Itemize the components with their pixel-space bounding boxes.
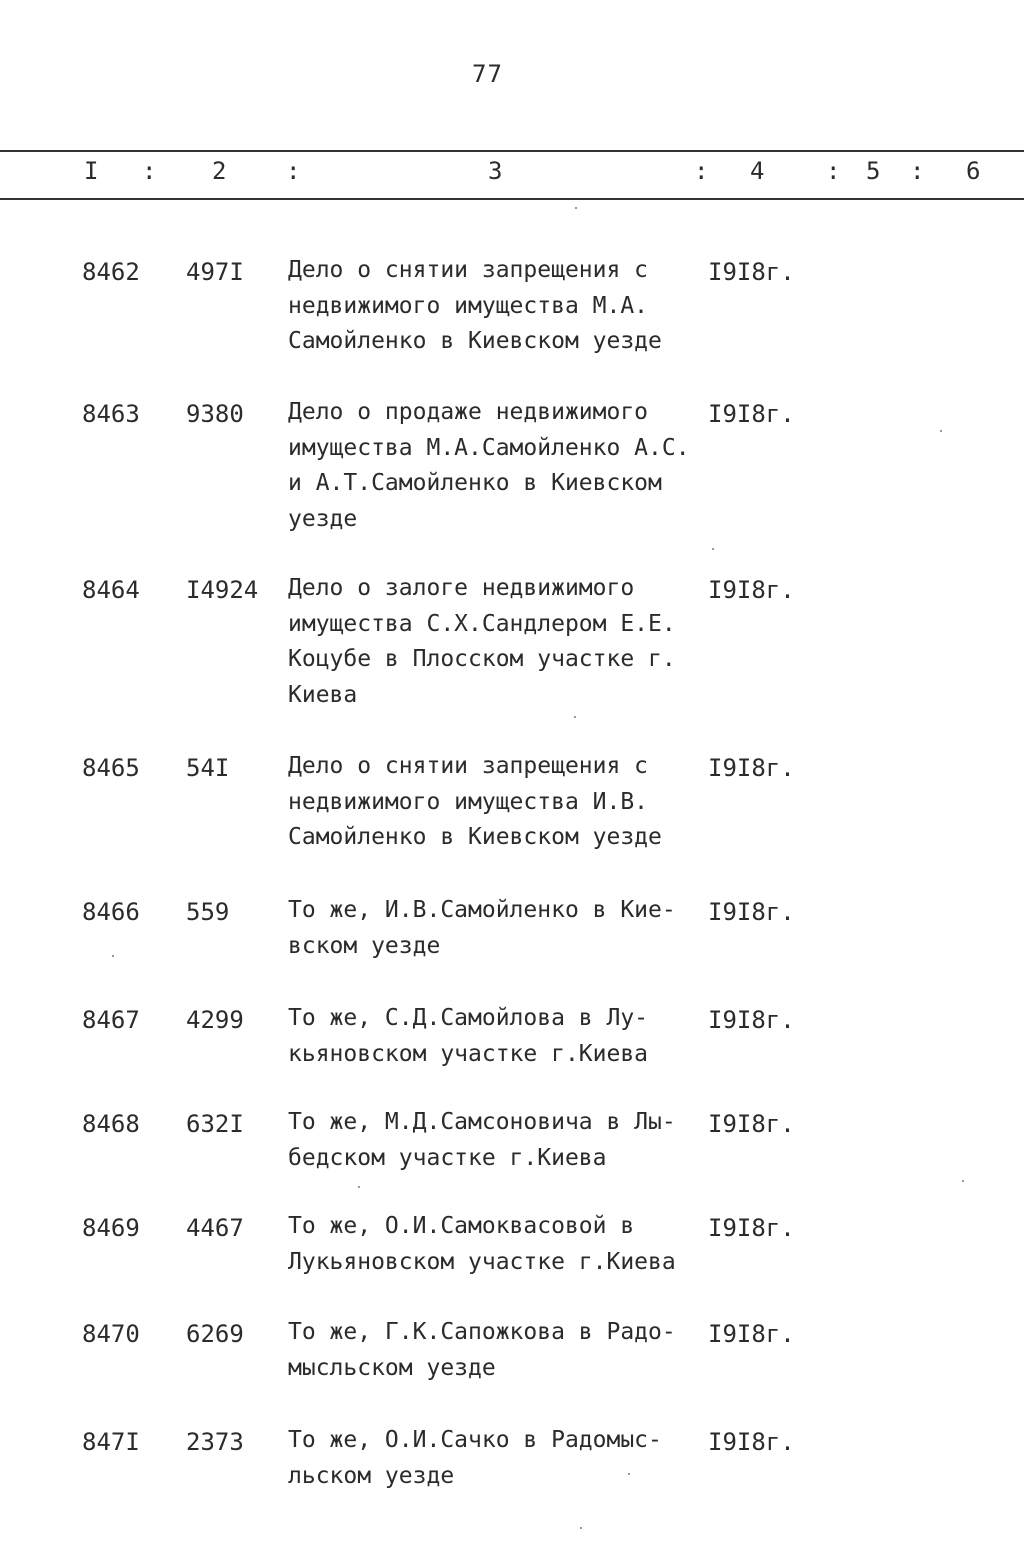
record-year: I9I8г.: [708, 1006, 795, 1034]
scan-speck: [580, 1527, 582, 1529]
record-title: [288, 253, 718, 360]
scan-speck: [358, 1186, 360, 1188]
record-title-line: мысльском уезде: [288, 1354, 496, 1381]
record-title-line: недвижимого имущества И.В.: [288, 788, 649, 815]
record-title: [288, 395, 718, 537]
record-number: 8462: [82, 258, 140, 286]
record-number: 8463: [82, 400, 140, 428]
record-title-line: недвижимого имущества М.А.: [288, 292, 649, 319]
column-separator: :: [910, 157, 925, 185]
column-header-4: 4: [750, 157, 765, 185]
record-year: I9I8г.: [708, 754, 795, 782]
table-header-bottom-rule: [0, 198, 1024, 200]
record-number: 8469: [82, 1214, 140, 1242]
record-title: [288, 1001, 718, 1072]
record-title-line: и А.Т.Самойленко в Киевском: [288, 470, 662, 496]
scan-speck: [574, 716, 576, 718]
scan-speck: [712, 548, 714, 550]
record-title-line: вском уезде: [288, 932, 441, 959]
record-number: 8466: [82, 898, 140, 926]
record-year: I9I8г.: [708, 898, 795, 926]
record-title-line: То же, М.Д.Самсоновича в Лы-: [288, 1109, 676, 1135]
record-title-line: То же, И.В.Самойленко в Кие-: [288, 897, 676, 923]
record-archive-number: 54I: [186, 754, 230, 782]
page-number: 77: [472, 60, 503, 88]
column-header-1: I: [84, 157, 99, 185]
record-year: I9I8г.: [708, 1110, 795, 1138]
record-number: 8468: [82, 1110, 140, 1138]
record-archive-number: 4299: [186, 1006, 244, 1034]
column-header-5: 5: [866, 157, 881, 185]
record-title: [288, 1423, 718, 1494]
record-archive-number: 4467: [186, 1214, 244, 1242]
table-header-top-rule: [0, 150, 1024, 152]
record-title: [288, 571, 718, 713]
record-archive-number: 9380: [186, 400, 244, 428]
record-number: 8465: [82, 754, 140, 782]
column-separator: :: [286, 157, 301, 185]
record-number: 8467: [82, 1006, 140, 1034]
scan-speck: [112, 955, 114, 957]
record-title-line: Киева: [288, 681, 358, 708]
record-title-line: Самойленко в Киевском уезде: [288, 824, 662, 850]
record-title: [288, 1105, 718, 1176]
column-header-2: 2: [212, 157, 227, 185]
record-title-line: имущества С.Х.Сандлером Е.Е.: [288, 610, 676, 637]
record-year: I9I8г.: [708, 1428, 795, 1456]
record-year: I9I8г.: [708, 400, 795, 428]
record-title-line: То же, С.Д.Самойлова в Лу-: [288, 1005, 649, 1031]
column-header-6: 6: [966, 157, 981, 185]
record-title-line: имущества М.А.Самойленко А.С.: [288, 434, 690, 461]
record-archive-number: 497I: [186, 258, 244, 286]
record-archive-number: 2373: [186, 1428, 244, 1456]
scan-speck: [628, 1473, 630, 1475]
scan-speck: [962, 1180, 964, 1182]
scan-speck: [940, 430, 942, 432]
record-title-line: Дело о залоге недвижимого: [288, 575, 635, 601]
record-title: [288, 893, 718, 964]
column-separator: :: [694, 157, 709, 185]
record-title-line: То же, Г.К.Сапожкова в Радо-: [288, 1319, 676, 1345]
record-title-line: Дело о снятии запрещения с: [288, 753, 649, 779]
record-archive-number: 559: [186, 898, 230, 926]
record-number: 8464: [82, 576, 140, 604]
record-title: [288, 749, 718, 856]
column-separator: :: [142, 157, 157, 185]
column-header-3: 3: [488, 157, 503, 185]
record-title-line: кьяновском участке г.Киева: [288, 1040, 649, 1067]
record-title-line: Коцубе в Плосском участке г.: [288, 646, 676, 672]
record-year: I9I8г.: [708, 258, 795, 286]
record-title-line: То же, О.И.Сачко в Радомыс-: [288, 1427, 662, 1453]
record-title-line: льском уезде: [288, 1462, 455, 1489]
scan-speck: [575, 207, 577, 209]
record-title-line: Самойленко в Киевском уезде: [288, 328, 662, 354]
record-archive-number: 6269: [186, 1320, 244, 1348]
record-year: I9I8г.: [708, 1214, 795, 1242]
record-title: [288, 1209, 718, 1280]
record-title-line: То же, О.И.Самоквасовой в: [288, 1213, 635, 1239]
record-archive-number: I4924: [186, 576, 259, 604]
record-title-line: Дело о снятии запрещения с: [288, 257, 649, 283]
record-archive-number: 632I: [186, 1110, 244, 1138]
record-title-line: Лукьяновском участке г.Киева: [288, 1248, 676, 1275]
record-number: 8470: [82, 1320, 140, 1348]
record-year: I9I8г.: [708, 576, 795, 604]
record-title-line: уезде: [288, 505, 358, 532]
record-title-line: Дело о продаже недвижимого: [288, 399, 649, 425]
column-separator: :: [826, 157, 841, 185]
record-year: I9I8г.: [708, 1320, 795, 1348]
record-title: [288, 1315, 718, 1386]
record-number: 847I: [82, 1428, 140, 1456]
record-title-line: бедском участке г.Киева: [288, 1144, 607, 1171]
